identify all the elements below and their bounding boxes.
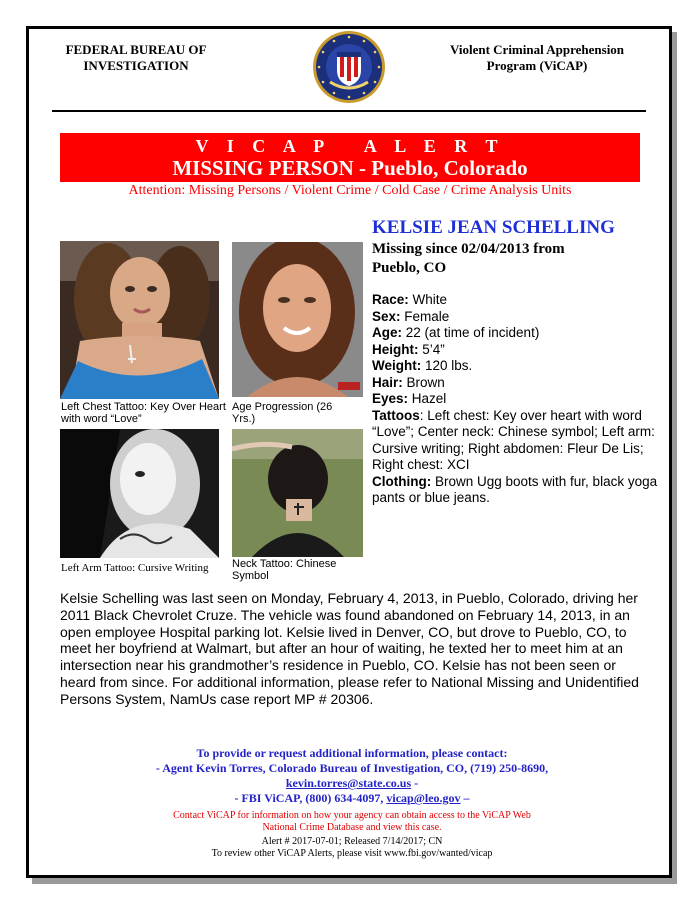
footer: [60, 836, 644, 860]
detail-weight: Weight: 120 lbs.: [372, 358, 473, 373]
access-note-line2: National Crime Database and view this case.: [262, 822, 442, 833]
header-right-line1: Violent Criminal Apprehension: [449, 42, 625, 57]
detail-clothing: Clothing: Brown Ugg boots with fur, black yoga pants or blue jeans.: [372, 473, 658, 505]
review-alerts-link[interactable]: To review other ViCAP Alerts, please visit www.fbi.gov/wanted/vicap: [211, 848, 493, 859]
photo-arm-tattoo: [60, 429, 219, 558]
photo-age-progression: [232, 242, 363, 397]
agent-email-link[interactable]: kevin.torres@state.co.us: [285, 776, 412, 790]
detail-hair: Hair: Brown: [372, 374, 445, 390]
fbi-header-left: [36, 42, 236, 74]
contact-vicap-line: - FBI ViCAP, (800) 634-4097, vicap@leo.gov –: [234, 791, 470, 805]
missing-line1: Missing since 02/04/2013 from: [372, 241, 565, 257]
contact-agent-email-line: kevin.torres@state.co.us -: [285, 776, 419, 790]
contact-agent: - Agent Kevin Torres, Colorado Bureau of Investigation, CO, (719) 250-8690,: [155, 761, 549, 775]
attention-line: Attention: Missing Persons / Violent Crime / Cold Case / Crime Analysis Units: [128, 183, 572, 198]
detail-age: Age: 22 (at time of incident): [372, 325, 540, 340]
case-narrative: Kelsie Schelling was last seen on Monday, February 4, 2013, in Pueblo, Colorado, driving her 2011 Black Chevrolet Cruze. The vehicle was found abandoned on February 14, 2013, in an open employee Hospital parking lot. Kelsie lived in Denver, CO, but drove to Pueblo, CO, to meet her boyfriend at Walmart, but after an hour of waiting, he texted her to meet him at an intersection near his grandmother’s residence in Pueblo, CO. Kelsie has not been seen or heard from since. For additional information, please refer to National Missing and Unidentified Persons System, NamUs case report MP # 20306.: [60, 590, 639, 707]
caption-chest-tattoo: Left Chest Tattoo: Key Over Heart with word “Love”: [61, 401, 226, 425]
banner-subtitle: MISSING PERSON - Pueblo, Colorado: [172, 156, 528, 180]
detail-tattoos: Tattoos: Left chest: Key over heart with word “Love”; Center neck: Chinese symbol; Left arm: Cursive writing; Right abdomen: Fleur De Lis; Right chest: XCI: [372, 407, 655, 472]
caption-age-progression: Age Progression (26 Yrs.): [232, 401, 333, 425]
detail-height: Height: 5’4”: [372, 341, 445, 357]
header-left-line1: FEDERAL BUREAU OF: [65, 42, 207, 57]
caption-neck-tattoo: Neck Tattoo: Chinese Symbol: [232, 558, 337, 582]
header-left-line2: INVESTIGATION: [83, 58, 189, 73]
missing-line2: Pueblo, CO: [372, 260, 447, 276]
access-note: [60, 810, 644, 834]
photo-neck-tattoo: [232, 429, 363, 557]
vicap-email-link[interactable]: vicap@leo.gov: [386, 791, 461, 805]
caption-arm-tattoo: Left Arm Tattoo: Cursive Writing: [61, 562, 209, 574]
vicap-header-right: [412, 42, 662, 74]
contact-block: [60, 746, 644, 806]
detail-eyes: Eyes: Hazel: [372, 391, 447, 406]
subject-name: KELSIE JEAN SCHELLING: [372, 217, 615, 238]
missing-since: [372, 240, 652, 278]
page-shadow-right: [672, 32, 677, 884]
header-right-line2: Program (ViCAP): [486, 58, 588, 73]
header-divider: [52, 110, 646, 112]
banner-title: V I C A P A L E R T: [195, 136, 505, 156]
detail-race: Race: White: [372, 292, 448, 307]
fbi-seal-icon: [312, 30, 386, 104]
alert-banner: [60, 133, 640, 182]
detail-sex: Sex: Female: [372, 308, 450, 324]
physical-description: [372, 292, 658, 507]
contact-intro: To provide or request additional information, please contact:: [196, 746, 508, 760]
page-shadow-bottom: [32, 878, 677, 884]
access-note-line1: Contact ViCAP for information on how your agency can obtain access to the ViCAP Web: [173, 810, 531, 821]
alert-number: Alert # 2017-07-01; Released 7/14/2017; CN: [261, 836, 443, 847]
photo-chest-tattoo: [60, 241, 219, 399]
